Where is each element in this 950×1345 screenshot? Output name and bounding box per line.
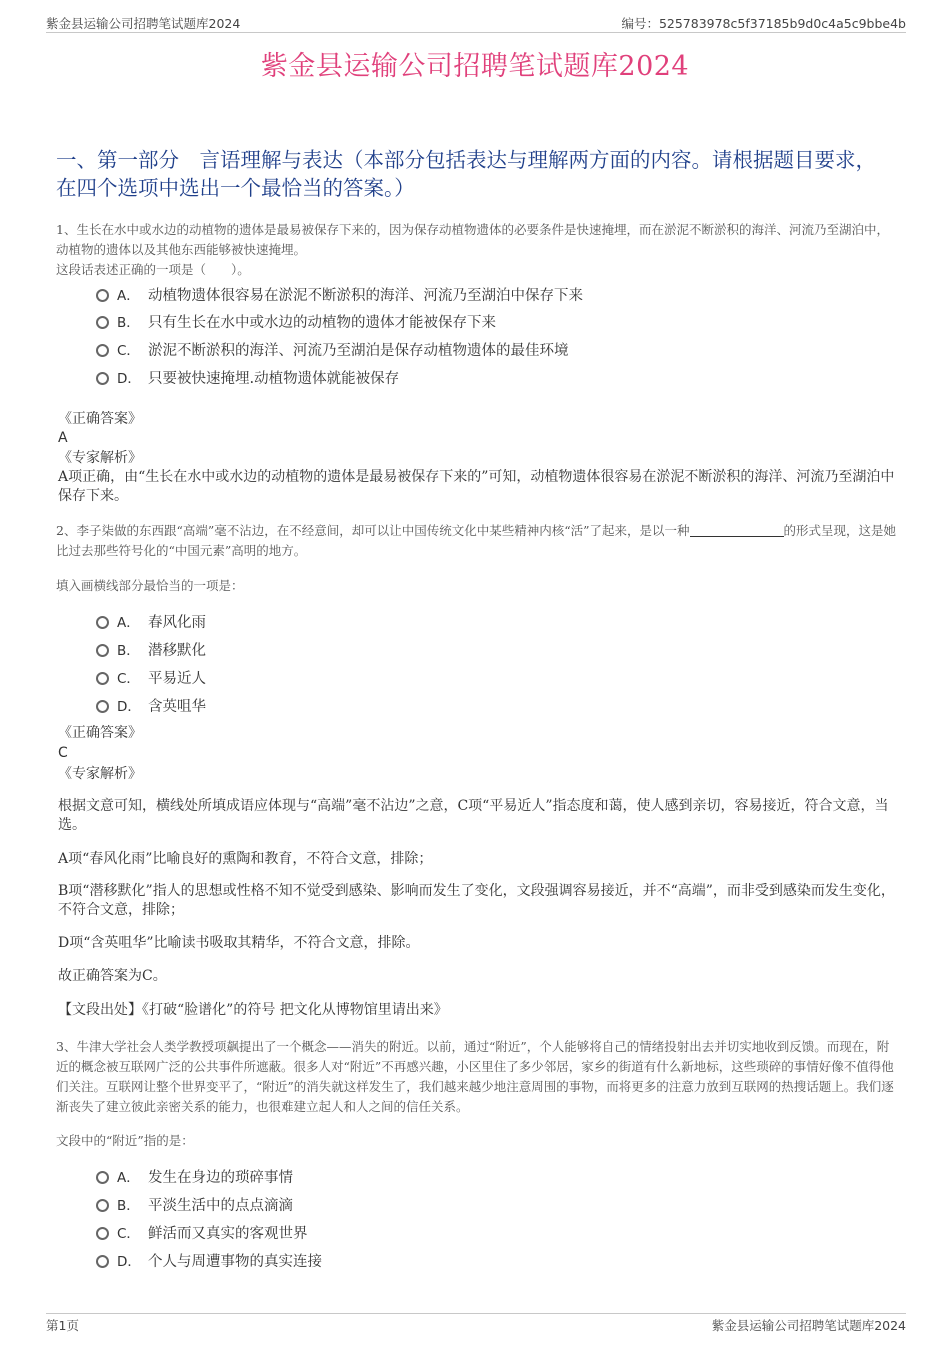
radio-icon[interactable] <box>96 672 109 685</box>
q2-analysis-para: B项“潜移默化”指人的思想或性格不知不觉受到感染、影响而发生了变化，文段强调容易接近，并不“高端”，而非受到感染而发生变化，不符合文意，排除； <box>58 883 895 918</box>
q2-analysis-para: D项“含英咀华”比喻读书吸取其精华，不符合文意，排除。 <box>58 935 420 951</box>
radio-icon[interactable] <box>96 316 109 329</box>
q1-prompt: 这段话表述正确的一项是（ ）。 <box>56 262 250 277</box>
radio-icon[interactable] <box>96 1199 109 1212</box>
page-title: 紫金县运输公司招聘笔试题库2024 <box>260 51 690 82</box>
q3-stem: 3、牛津大学社会人类学教授项飙提出了一个概念——消失的附近。以前，通过“附近”，个人能够将自己的情绪投射出去并切实地收到反馈。而现在，附近的概念被互联网广泛的公共事件所遮蔽。很多人对“附近”不再感兴趣，小区里住了多少邻居，家乡的街道有什么新地标，这些琐碎的事情好像不值得他们关注。互联网让整个世界变平了，“附近”的消失就这样发生了，我们越来越少地注意周围的事物，而将更多的注意力放到互联网的热搜话题上。我们逐渐丧失了建立彼此亲密关系的能力，也很难建立起人和人之间的信任关系。 <box>56 1039 894 1114</box>
radio-icon[interactable] <box>96 700 109 713</box>
q2-answer-label: 《正确答案》 <box>58 725 142 741</box>
header-doc-title: 紫金县运输公司招聘笔试题库2024 <box>46 16 241 31</box>
answer-blank <box>690 524 784 537</box>
radio-icon[interactable] <box>96 372 109 385</box>
footer-doc-title: 紫金县运输公司招聘笔试题库2024 <box>711 1318 906 1333</box>
radio-icon[interactable] <box>96 1171 109 1184</box>
q2-analysis-para: 故正确答案为C。 <box>58 968 167 984</box>
q1-option-d[interactable]: D． 只要被快速掩埋.动植物遗体就能被保存 <box>96 367 399 391</box>
q1-option-b[interactable]: B． 只有生长在水中或水边的动植物的遗体才能被保存下来 <box>96 311 496 335</box>
section-heading: 一、第一部分 言语理解与表达（本部分包括表达与理解两方面的内容。请根据题目要求，在四个选项中选出一个最恰当的答案。） <box>56 148 876 200</box>
radio-icon[interactable] <box>96 616 109 629</box>
radio-icon[interactable] <box>96 644 109 657</box>
q1-option-c[interactable]: C． 淤泥不断淤积的海洋、河流乃至湖泊是保存动植物遗体的最佳环境 <box>96 339 569 363</box>
q2-analysis-para: 根据文意可知，横线处所填成语应体现与“高端”毫不沾边”之意，C项“平易近人”指态度和蔼，使人感到亲切，容易接近，符合文意，当选。 <box>58 798 889 833</box>
q2-option-a[interactable]: A． 春风化雨 <box>96 611 206 635</box>
q1-analysis: A项正确，由“生长在水中或水边的动植物的遗体是最易被保存下来的”可知，动植物遗体很容易在淤泥不断淤积的海洋、河流乃至湖泊中保存下来。 <box>58 469 895 504</box>
q2-analysis-label: 《专家解析》 <box>58 766 142 782</box>
q3-option-b[interactable]: B． 平淡生活中的点点滴滴 <box>96 1194 293 1218</box>
q1-answer-label: 《正确答案》 <box>58 411 142 427</box>
header-doc-id: 编号：525783978c5f37185b9d0c4a5c9bbe4b <box>621 16 906 31</box>
q1-stem: 1、生长在水中或水边的动植物的遗体是最易被保存下来的，因为保存动植物遗体的必要条件是快速掩埋，而在淤泥不断淤积的海洋、河流乃至湖泊中，动植物的遗体以及其他东西能够被快速掩埋。 <box>56 222 889 257</box>
radio-icon[interactable] <box>96 289 109 302</box>
q2-answer: C <box>58 745 68 761</box>
page-footer <box>46 1313 906 1332</box>
q2-source: 【文段出处】《打破“脸谱化”的符号 把文化从博物馆里请出来》 <box>58 1002 448 1018</box>
radio-icon[interactable] <box>96 344 109 357</box>
q2-option-c[interactable]: C． 平易近人 <box>96 667 206 691</box>
q2-analysis-para: A项“春风化雨”比喻良好的熏陶和教育，不符合文意，排除； <box>58 851 433 867</box>
q1-analysis-label: 《专家解析》 <box>58 450 142 466</box>
radio-icon[interactable] <box>96 1227 109 1240</box>
q3-option-d[interactable]: D． 个人与周遭事物的真实连接 <box>96 1250 322 1274</box>
page-number: 第1页 <box>46 1318 79 1333</box>
q3-prompt: 文段中的“附近”指的是： <box>56 1133 194 1148</box>
radio-icon[interactable] <box>96 1255 109 1268</box>
q3-option-a[interactable]: A． 发生在身边的琐碎事情 <box>96 1166 293 1190</box>
q2-option-b[interactable]: B． 潜移默化 <box>96 639 206 663</box>
q3-option-c[interactable]: C． 鲜活而又真实的客观世界 <box>96 1222 308 1246</box>
q2-stem: 2、李子柒做的东西跟“高端”毫不沾边，在不经意间，却可以让中国传统文化中某些精神内核“活”了起来，是以一种 的形式呈现，这是她比过去那些符号化的“中国元素”高明的地方。 <box>56 523 897 558</box>
q2-option-d[interactable]: D． 含英咀华 <box>96 695 206 719</box>
q1-option-a[interactable]: A． 动植物遗体很容易在淤泥不断淤积的海洋、河流乃至湖泊中保存下来 <box>96 284 583 308</box>
q1-answer: A <box>58 430 68 446</box>
page-header <box>46 14 906 33</box>
q2-prompt: 填入画横线部分最恰当的一项是： <box>56 578 244 593</box>
